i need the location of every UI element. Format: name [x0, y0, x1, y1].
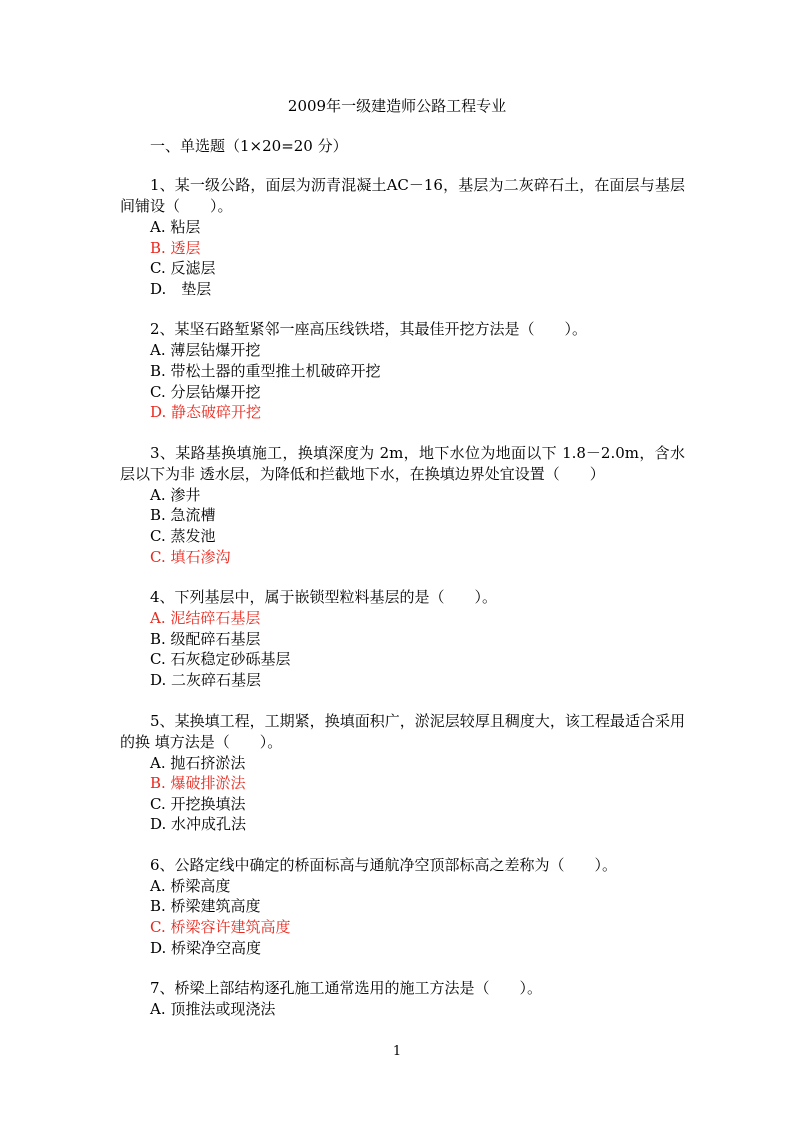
answer-option: B. 桥梁建筑高度 [150, 897, 261, 916]
answer-option: C. 蒸发池 [150, 526, 216, 545]
answer-option: D. 二灰碎石基层 [150, 670, 262, 689]
option-list [120, 217, 685, 299]
question-item [120, 443, 685, 567]
question-stem: 1、某一级公路，面层为沥青混凝土AC－16，基层为二灰碎石土，在面层与基层间铺设（ ）。 [120, 176, 685, 215]
question-stem: 3、某路基换填施工，换填深度为 2m，地下水位为地面以下 1.8－2.0m，含水层以下为非 透水层，为降低和拦截地下水，在换填边界处宜设置（ ） [120, 443, 685, 483]
answer-option: B. 带松土器的重型推土机破碎开挖 [150, 361, 381, 380]
answer-option-correct: D. 静态破碎开挖 [150, 403, 262, 422]
answer-option: A. 顶推法或现浇法 [150, 1000, 276, 1019]
option-list [120, 608, 685, 690]
page-number: 1 [392, 1044, 402, 1059]
option-list [120, 876, 685, 958]
answer-option-correct: B. 爆破排淤法 [150, 774, 246, 793]
option-list [120, 753, 685, 835]
answer-option-correct: C. 桥梁容许建筑高度 [150, 918, 291, 937]
question-item [120, 587, 685, 690]
answer-option-correct: C. 填石渗沟 [150, 547, 231, 566]
answer-option: A. 桥梁高度 [150, 876, 231, 895]
answer-option: D. 垫层 [150, 279, 212, 298]
question-list [120, 175, 685, 1040]
question-item [120, 978, 685, 1020]
answer-option: D. 水冲成孔法 [150, 815, 247, 834]
question-stem: 4、下列基层中，属于嵌锁型粒料基层的是（ ）。 [150, 588, 498, 607]
answer-option: B. 级配碎石基层 [150, 629, 261, 648]
answer-option: A. 抛石挤淤法 [150, 753, 246, 772]
answer-option: B. 急流槽 [150, 506, 216, 525]
question-item [120, 175, 685, 299]
answer-option: A. 粘层 [150, 218, 201, 236]
answer-option-correct: A. 泥结碎石基层 [150, 609, 261, 628]
answer-option: C. 反滤层 [150, 259, 216, 278]
question-stem: 2、某坚石路堑紧邻一座高压线铁塔，其最佳开挖方法是（ ）。 [150, 320, 588, 339]
question-item [120, 711, 685, 835]
option-list [120, 340, 685, 422]
question-stem: 7、桥梁上部结构逐孔施工通常选用的施工方法是（ ）。 [150, 979, 543, 998]
option-list [120, 485, 685, 567]
document-title: 2009年一级建造师公路工程专业 [287, 97, 507, 115]
answer-option: A. 渗井 [150, 485, 201, 504]
section-heading: 一、单选题（1×20=20 分） [150, 137, 348, 155]
answer-option: C. 分层钻爆开挖 [150, 382, 261, 401]
question-stem: 5、某换填工程，工期紧，换填面积广，淤泥层较厚且稠度大，该工程最适合采用的换 填方法是（ ）。 [120, 711, 685, 751]
question-item [120, 855, 685, 958]
answer-option: D. 桥梁净空高度 [150, 938, 262, 957]
answer-option: C. 石灰稳定砂砾基层 [150, 650, 291, 669]
option-list [120, 999, 685, 1020]
question-stem: 6、公路定线中确定的桥面标高与通航净空顶部标高之差称为（ ）。 [150, 855, 618, 874]
answer-option: A. 薄层钻爆开挖 [150, 341, 261, 360]
question-item [120, 319, 685, 422]
answer-option: C. 开挖换填法 [150, 794, 246, 813]
answer-option-correct: B. 透层 [150, 238, 201, 257]
